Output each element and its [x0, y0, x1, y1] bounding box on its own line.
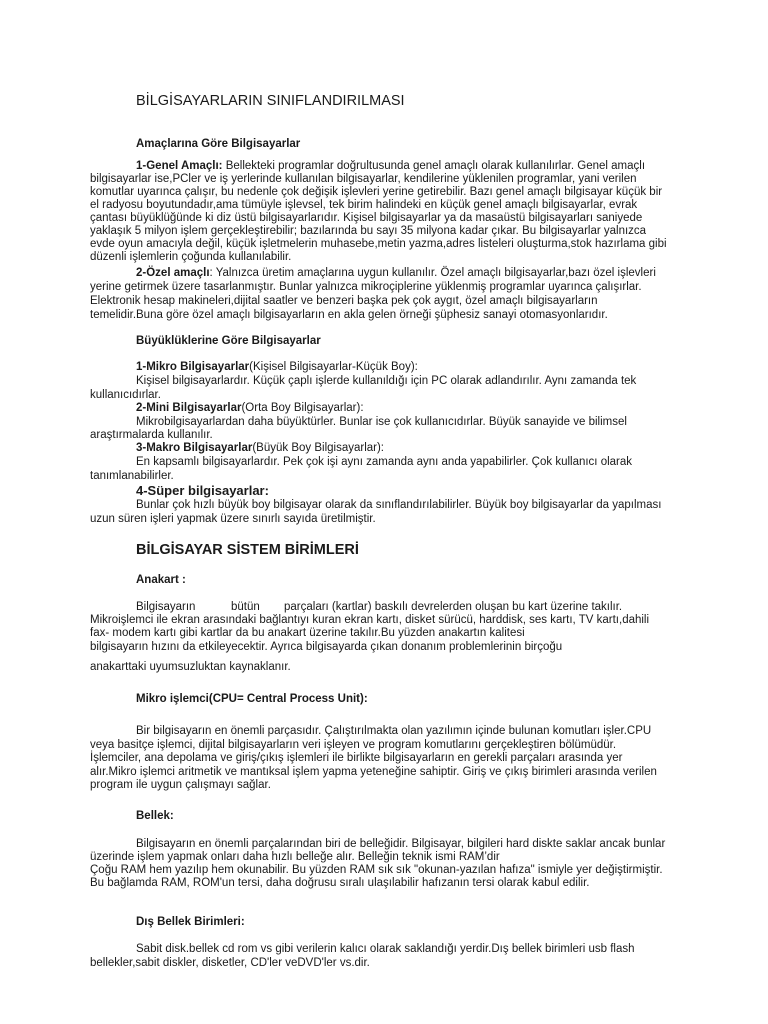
section-heading-size: Büyüklüklerine Göre Bilgisayarlar — [136, 335, 321, 347]
paragraph-line: Çoğu RAM hem yazılıp hem okunabilir. Bu yüzden RAM sık sık "okunan-yazılan hafıza" ismiyle yer değiştirmiştir. — [90, 864, 663, 876]
paragraph-line: Bunlar çok hızlı büyük boy bilgisayar olarak da sınıflandırılabilirler. Büyük boy bilgisayarlar da yapılması — [136, 499, 662, 511]
mini-paren: (Orta Boy Bilgisayarlar): — [241, 402, 364, 414]
micro-label: 1-Mikro Bilgisayarlar — [136, 361, 250, 373]
paragraph-line: anakarttaki uyumsuzluktan kaynaklanır. — [90, 661, 291, 673]
general-purpose-label: 1-Genel Amaçlı: — [136, 160, 223, 172]
paragraph-line: kullanıcıdırlar. — [90, 389, 161, 401]
paragraph-line: bellekler,sabit diskler, disketler, CD'ler veDVD'ler vs.dir. — [90, 957, 370, 969]
general-purpose-line — [136, 160, 645, 173]
makro-line — [136, 442, 384, 455]
paragraph-line: uzun süren işleri yapmak üzere sınırlı sayıda üretilmiştir. — [90, 513, 376, 525]
paragraph-line: alır.Mikro işlemci aritmetik ve mantıksal işlem yapma yeteneğine sahiptir. Giriş ve çıkış birimleri arasında verilen — [90, 766, 657, 778]
paragraph-line: Bu bağlamda RAM, ROM'un tersi, daha doğrusu sıralı ulaşılabilir hafızanın tersi olarak kabul edilir. — [90, 877, 590, 889]
paragraph-line: bilgisayarlar ise,PCler ve iş yerlerinde kullanılan bilgisayarlar, kendilerine yüklenilen programlar, yani verilen — [90, 173, 637, 185]
paragraph-line: Mikroişlemci ile ekran arasındaki bağlantıyı kuran ekran kartı, disket sürücü, harddisk, ses kartı, TV kartı,dahili — [90, 614, 650, 626]
anakart-line-1c: parçaları (kartlar) baskılı devrelerden oluşan bu kart üzerine takılır. — [284, 601, 623, 613]
anakart-line-1a: Bilgisayarın — [136, 601, 196, 613]
paragraph-line: yaklaşık 5 milyon işlem gerçekleştirebilir; bazılarında bu sayı 35 milyona kadar çıkar. Bu bilgisayarlar yalnızca — [90, 225, 647, 237]
paragraph-line: Bir bilgisayarın en önemli parçasıdır. Çalıştırılmakta olan yazılımın içinde bulunan komutları işler.CPU — [136, 725, 652, 737]
paragraph-line: düzenli işlemlerin çoğunda kullanılabilir. — [90, 251, 292, 263]
paragraph-line: veya basitçe işlemci, dijital bilgisayarların veri işleyen ve program komutlarını gerçekleştiren bölümüdür. — [90, 739, 617, 751]
paragraph-line: araştırmalarda kullanılır. — [90, 429, 213, 441]
paragraph-line: yerine getirmek üzere tasarlanmıştır. Bunlar yalnızca mikroçiplerine yüklenmiş programlar uyarınca çalışırlar. — [90, 281, 642, 293]
paragraph-line: evde oyun amacıyla değil, küçük işletmelerin muhasebe,metin yazma,adres listeleri oluşturma,stok hazırlama gibi — [90, 238, 667, 250]
section-heading-purpose: Amaçlarına Göre Bilgisayarlar — [136, 138, 301, 150]
page-title: BİLGİSAYARLARIN SINIFLANDIRILMASI — [136, 93, 405, 109]
anakart-line-1b: bütün — [231, 601, 260, 613]
mini-line — [136, 402, 364, 415]
mini-label: 2-Mini Bilgisayarlar — [136, 402, 242, 414]
paragraph-line: üzerinde işlem yapmak onları daha hızlı belleğe alır. Belleğin teknik ismi RAM’dir — [90, 851, 500, 863]
micro-line — [136, 361, 418, 374]
heading-bellek: Bellek: — [136, 810, 174, 822]
heading-anakart: Anakart : — [136, 574, 186, 586]
general-purpose-text: Bellekteki programlar doğrultusunda genel amaçlı olarak kullanılırlar. Genel amaçlı — [222, 160, 646, 172]
paragraph-line: program ile uygun çalışmayı sağlar. — [90, 779, 271, 791]
paragraph-line: Elektronik hesap makineleri,dijital saatler ve benzeri başka pek çok aygıt, özel amaçlı bilgisayarların — [90, 295, 598, 307]
makro-paren: (Büyük Boy Bilgisayarlar): — [252, 442, 384, 454]
paragraph-line: tanımlanabilirler. — [90, 470, 174, 482]
heading-cpu: Mikro işlemci(CPU= Central Process Unit): — [136, 693, 368, 705]
paragraph-line: Sabit disk.bellek cd rom vs gibi verilerin kalıcı olarak saklandığı yerdir.Dış bellek birimleri usb flash — [136, 943, 635, 955]
micro-paren: (Kişisel Bilgisayarlar-Küçük Boy): — [249, 361, 418, 373]
paragraph-line: fax- modem kartı gibi kartlar da bu anakart üzerine takılır.Bu yüzden anakartın kalitesi — [90, 627, 525, 639]
paragraph-line: temelidir.Buna göre özel amaçlı bilgisayarların en akla gelen örneği şüphesiz sanayi otomasyonlarıdır. — [90, 309, 608, 321]
paragraph-line: çantası büyüklüğünde ki diz üstü bilgisayarlarıdır. Kişisel bilgisayarlar ya da masaüstü bilgisayarları saniyede — [90, 212, 643, 224]
special-purpose-text: : Yalnızca üretim amaçlarına uygun kullanılır. Özel amaçlı bilgisayarlar,bazı özel işlevleri — [209, 267, 656, 279]
heading-dis-bellek: Dış Bellek Birimleri: — [136, 916, 245, 928]
paragraph-line: Bilgisayarın en önemli parçalarından biri de belleğidir. Bilgisayar, bilgileri hard diskte saklar ancak bunlar — [136, 838, 666, 850]
special-purpose-line — [136, 267, 656, 280]
paragraph-line: Kişisel bilgisayarlardır. Küçük çaplı işlerde kullanıldığı için PC olarak adlandırılır. Aynı zamanda tek — [136, 375, 637, 387]
special-purpose-label: 2-Özel amaçlı — [136, 267, 210, 279]
paragraph-line: İşlemciler, ana depolama ve giriş/çıkış işlemleri ile birlikte bilgisayarların en gerekli parçaları arasında yer — [90, 752, 623, 764]
paragraph-line: En kapsamlı bilgisayarlardır. Pek çok işi aynı zamanda aynı anda yapabilirler. Çok kullanıcı olarak — [136, 456, 633, 468]
makro-label: 3-Makro Bilgisayarlar — [136, 442, 253, 454]
paragraph-line: Mikrobilgisayarlardan daha büyüktürler. Bunlar ise çok kullanıcıdırlar. Büyük sanayide ve bilimsel — [136, 416, 627, 428]
paragraph-line: komutlar uyarınca çalışır, bu nedenle çok değişik işlevleri yerine getirebilir. Bazı genel amaçlı bilgisayar küçük bir — [90, 186, 663, 198]
section-title-system-units: BİLGİSAYAR SİSTEM BİRİMLERİ — [136, 542, 359, 558]
super-label: 4-Süper bilgisayarlar: — [136, 483, 269, 498]
paragraph-line: el radyosu boyutundadır,ama tümüyle işlevsel, tek birim halindeki en küçük genel amaçlı bilgisayarlar, evrak — [90, 199, 638, 211]
paragraph-line: bilgisayarın hızını da etkileyecektir. Ayrıca bilgisayarda çıkan donanım problemlerinin birçoğu — [90, 641, 563, 653]
